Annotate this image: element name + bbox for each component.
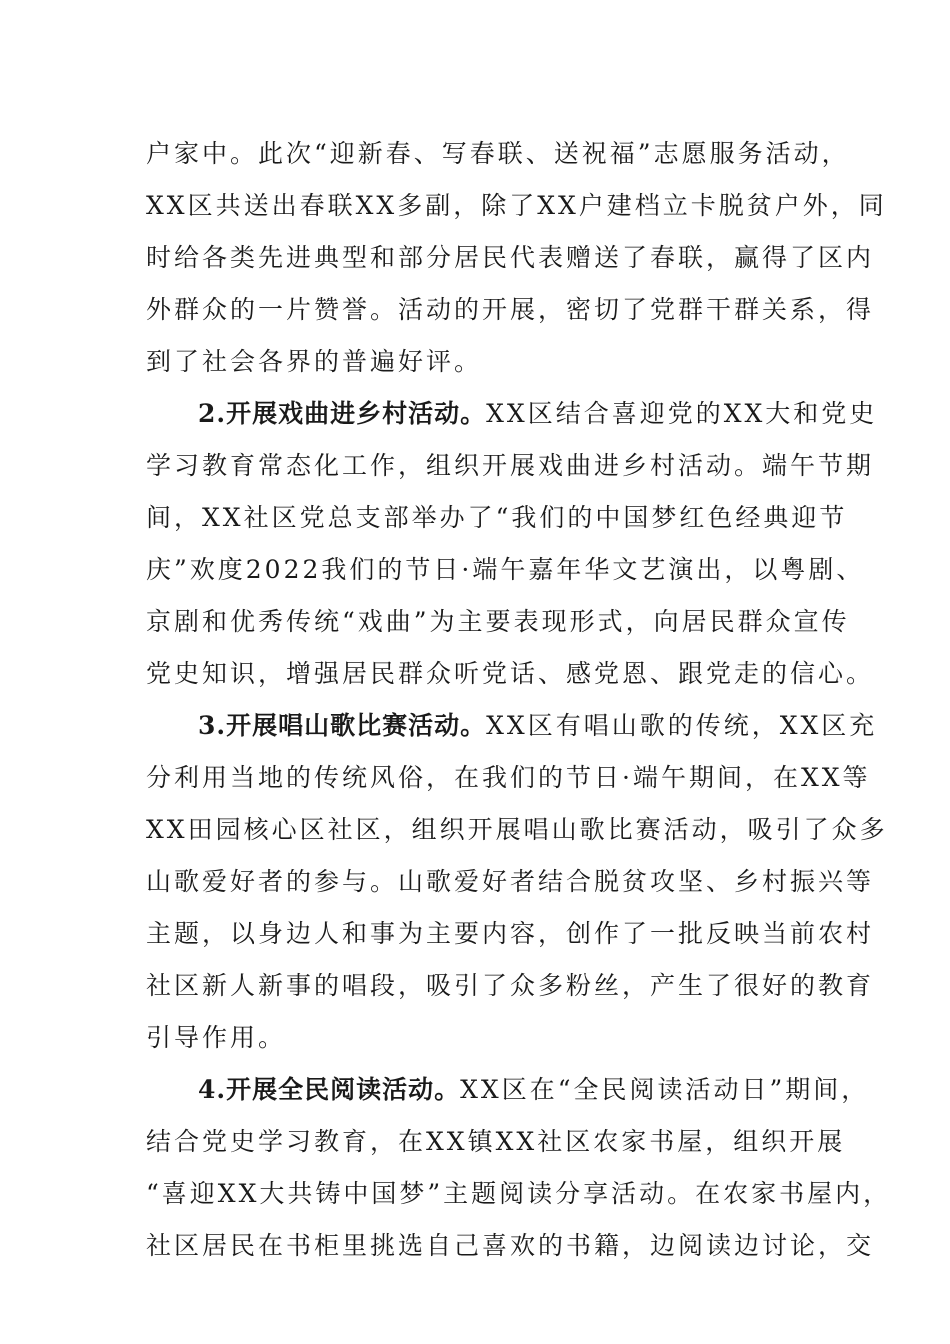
text-line <box>146 908 875 960</box>
line-text: “喜迎XX大共铸中国梦”主题阅读分享活动。在农家书屋内， <box>146 1179 892 1208</box>
text-line <box>146 804 888 856</box>
text-line <box>146 752 871 804</box>
text-line <box>146 544 865 596</box>
text-line <box>146 492 848 544</box>
line-text: 山歌爱好者的参与。山歌爱好者结合脱贫攻坚、乡村振兴等 <box>146 867 875 896</box>
text-line <box>146 960 875 1012</box>
text-line <box>146 128 850 180</box>
line-text: 间，XX社区党总支部举办了“我们的中国梦红色经典迎节 <box>146 503 848 532</box>
line-text: XX区结合喜迎党的XX大和党史 <box>486 399 878 428</box>
section-4-heading: 4.开展全民阅读活动。 <box>198 1075 461 1104</box>
line-text: 外群众的一片赞誉。活动的开展，密切了党群干群关系，得 <box>146 295 875 324</box>
text-line <box>146 180 887 232</box>
section-3-heading: 3.开展唱山歌比赛活动。 <box>198 711 487 740</box>
text-line <box>146 856 875 908</box>
text-line <box>146 336 806 388</box>
line-text: 党史知识，增强居民群众听党话、感党恩、跟党走的信心。 <box>146 659 875 688</box>
line-text: 引导作用。 <box>146 1023 287 1052</box>
section-2-first-line <box>146 388 878 440</box>
section-4-first-line <box>146 1064 870 1116</box>
text-line <box>146 1220 875 1272</box>
line-text: 庆”欢度2022我们的节日·端午嘉年华文艺演出，以粤剧、 <box>146 555 865 584</box>
line-text: XX区共送出春联XX多副，除了XX户建档立卡脱贫户外，同 <box>146 191 887 220</box>
line-text: 分利用当地的传统风俗，在我们的节日·端午期间，在XX等 <box>146 763 871 792</box>
line-text: XX田园核心区社区，组织开展唱山歌比赛活动，吸引了众多 <box>146 815 888 844</box>
text-line <box>146 232 875 284</box>
line-text: 学习教育常态化工作，组织开展戏曲进乡村活动。端午节期 <box>146 451 875 480</box>
line-text: 到了社会各界的普遍好评。 <box>146 347 483 376</box>
text-line <box>146 1116 846 1168</box>
line-text: 社区新人新事的唱段，吸引了众多粉丝，产生了很好的教育 <box>146 971 875 1000</box>
line-text: 时给各类先进典型和部分居民代表赠送了春联，赢得了区内 <box>146 243 875 272</box>
text-line <box>146 440 875 492</box>
line-text: 社区居民在书柜里挑选自己喜欢的书籍，边阅读边讨论，交 <box>146 1231 875 1260</box>
text-line <box>146 284 875 336</box>
body-text <box>146 128 892 1272</box>
text-line <box>146 648 875 700</box>
section-2-heading: 2.开展戏曲进乡村活动。 <box>198 399 487 428</box>
line-text: 户家中。此次“迎新春、写春联、送祝福”志愿服务活动， <box>146 139 850 168</box>
line-text: 主题，以身边人和事为主要内容，创作了一批反映当前农村 <box>146 919 875 948</box>
section-3-first-line <box>146 700 878 752</box>
text-line <box>146 1168 892 1220</box>
line-text: 结合党史学习教育，在XX镇XX社区农家书屋，组织开展 <box>146 1127 846 1156</box>
line-text: XX区有唱山歌的传统，XX区充 <box>486 711 878 740</box>
text-line <box>146 596 850 648</box>
line-text: XX区在“全民阅读活动日”期间， <box>460 1075 870 1104</box>
text-line <box>146 1012 806 1064</box>
line-text: 京剧和优秀传统“戏曲”为主要表现形式，向居民群众宣传 <box>146 607 850 636</box>
